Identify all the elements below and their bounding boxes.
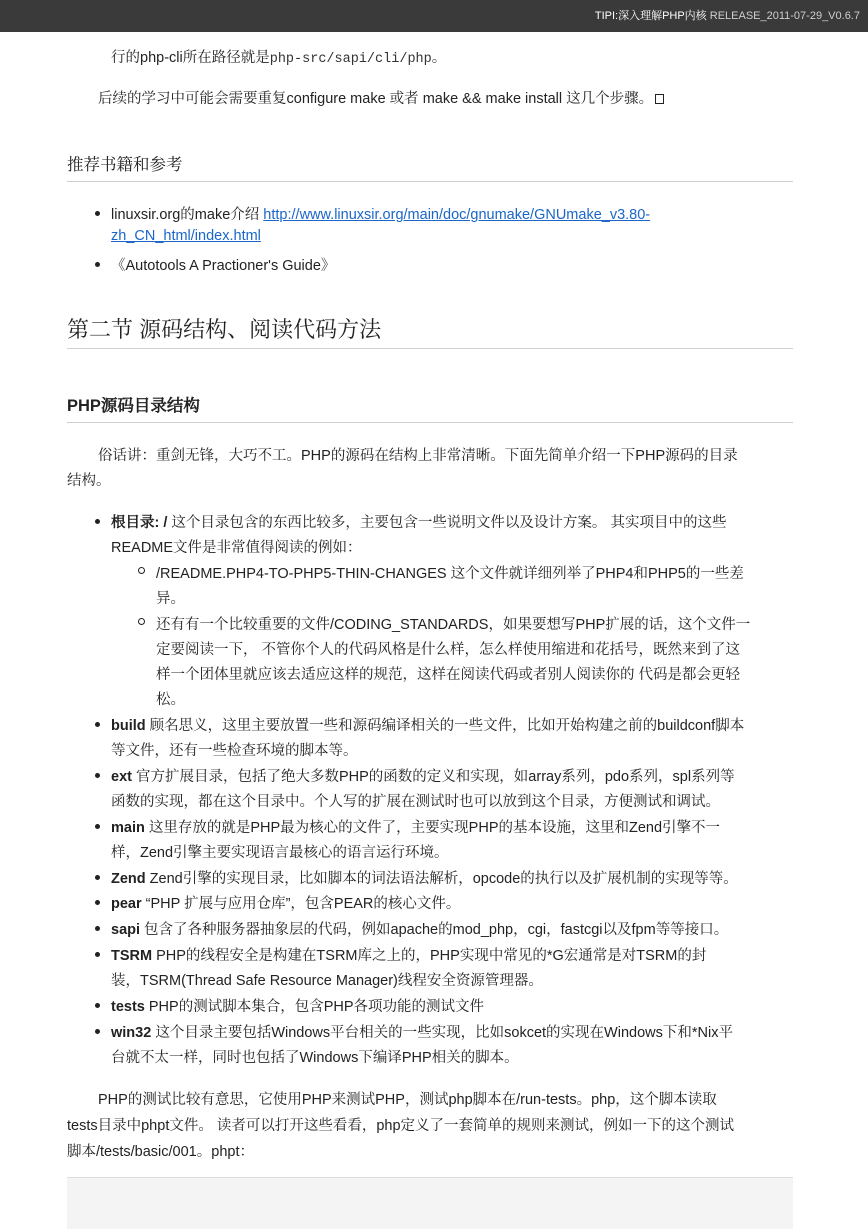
dir-tests-label: tests <box>111 999 145 1015</box>
dir-build <box>111 714 744 735</box>
bullet-icon <box>95 722 100 727</box>
bullet-icon <box>95 952 100 957</box>
intro-line-2 <box>98 87 664 108</box>
dir-main-text: 这里存放的就是PHP最为核心的文件了，主要实现PHP的基本设施，这里和Zend引擎不一 <box>144 820 721 836</box>
closing-line-2: tests目录中phpt文件。 读者可以打开这些看看，php定义了一套简单的规则来测试，例如一下的这个测试 <box>67 1118 735 1134</box>
header-bar <box>0 0 868 32</box>
section-heading: 第二节 源码结构、阅读代码方法 <box>67 317 382 342</box>
bullet-icon <box>95 773 100 778</box>
intro-text: 行的php-cli所在路径就是 <box>111 50 270 66</box>
dir-sapi <box>111 918 728 939</box>
running-title <box>595 7 860 23</box>
dir-root <box>111 511 726 532</box>
readme-item-cont: 异。 <box>156 591 185 607</box>
dir-build-label: build <box>111 718 146 734</box>
bullet-icon <box>95 900 100 905</box>
dir-root-cont: README文件是非常值得阅读的例如： <box>111 540 362 556</box>
readme-item: /README.PHP4-TO-PHP5-THIN-CHANGES 这个文件就详细列举了PHP4和PHP5的一些差 <box>156 566 744 582</box>
coding-standards-cont-2: 样一个团体里就应该去适应这样的规范，这样在阅读代码或者别人阅读你的 代码是都会更轻 <box>156 667 741 683</box>
dir-tsrm-cont: 装，TSRM(Thread Safe Resource Manager)线程安全资源管理器。 <box>111 973 543 989</box>
dir-build-cont: 等文件，还有一些检查环境的脚本等。 <box>111 743 358 759</box>
dir-build-text: 顾名思义，这里主要放置一些和源码编译相关的一些文件，比如开始构建之前的buildconf脚本 <box>145 718 745 734</box>
subsection-heading: PHP源码目录结构 <box>67 397 200 415</box>
dir-tests <box>111 995 484 1016</box>
refs-heading: 推荐书籍和参考 <box>67 156 183 174</box>
dir-tsrm <box>111 944 706 965</box>
bullet-icon <box>95 262 100 267</box>
ref-item-1-cont <box>111 228 261 244</box>
dir-sapi-label: sapi <box>111 922 141 938</box>
dir-ext-cont: 函数的实现，都在这个目录中。个人写的扩展在测试时也可以放到这个目录，方便测试和调试。 <box>111 794 720 810</box>
dir-win32 <box>111 1021 733 1042</box>
dir-ext-label: ext <box>111 769 132 785</box>
bullet-icon <box>95 1003 100 1008</box>
divider <box>67 422 793 423</box>
dir-zend-label: Zend <box>111 871 146 887</box>
dir-main-cont: 样，Zend引擎主要实现语言最核心的语言运行环境。 <box>111 845 449 861</box>
bullet-icon <box>95 875 100 880</box>
book-title: TIPI:深入理解PHP内核 <box>594 10 707 22</box>
intro-end: 。 <box>431 50 447 66</box>
closing-line-3: 脚本/tests/basic/001。phpt： <box>67 1144 254 1160</box>
dir-pear-label: pear <box>111 896 142 912</box>
dir-tsrm-label: TSRM <box>111 948 153 964</box>
bullet-icon <box>95 824 100 829</box>
intro-line-1 <box>111 46 446 67</box>
release-label: RELEASE_2011-07-29_V0.6.7 <box>709 10 860 22</box>
dir-tests-text: PHP的测试脚本集合，包含PHP各项功能的测试文件 <box>144 999 485 1015</box>
section-para-line-2: 结构。 <box>67 473 111 489</box>
bullet-icon <box>95 211 100 216</box>
gnumake-link-cont[interactable]: zh_CN_html/index.html <box>111 228 261 244</box>
intro-code: php-src/sapi/cli/php <box>269 52 432 67</box>
bullet-icon <box>95 926 100 931</box>
dir-main-label: main <box>111 820 145 836</box>
gnumake-link[interactable]: http://www.linuxsir.org/main/doc/gnumake/GNUmake_v3.80- <box>263 207 651 223</box>
coding-standards-item: 还有有一个比较重要的文件/CODING_STANDARDS，如果要想写PHP扩展的话，这个文件一 <box>156 617 751 633</box>
coding-standards-cont-3: 松。 <box>156 692 185 708</box>
dir-win32-text: 这个目录主要包括Windows平台相关的一些实现，比如sokcet的实现在Windows下和*Nix平 <box>151 1025 733 1041</box>
divider <box>67 348 793 349</box>
bullet-icon <box>95 519 100 524</box>
intro-line-2-text: 后续的学习中可能会需要重复configure make 或者 make && make install 这几个步骤。 <box>98 91 654 107</box>
dir-pear <box>111 892 460 913</box>
dir-root-text: 这个目录包含的东西比较多，主要包含一些说明文件以及设计方案。 其实项目中的这些 <box>167 515 727 531</box>
dir-tsrm-text: PHP的线程安全是构建在TSRM库之上的，PHP实现中常见的*G宏通常是对TSRM的封 <box>152 948 707 964</box>
dir-win32-label: win32 <box>111 1025 152 1041</box>
circle-bullet-icon <box>138 567 145 574</box>
ref-item-2: 《Autotools A Practioner's Guide》 <box>111 258 336 274</box>
circle-bullet-icon <box>138 618 145 625</box>
dir-sapi-text: 包含了各种服务器抽象层的代码，例如apache的mod_php，cgi，fastcgi以及fpm等等接口。 <box>140 922 729 938</box>
dir-pear-text: “PHP 扩展与应用仓库”，包含PEAR的核心文件。 <box>141 896 461 912</box>
dir-win32-cont: 台就不太一样，同时也包括了Windows下编译PHP相关的脚本。 <box>111 1050 519 1066</box>
dir-root-label: 根目录: / <box>111 515 168 531</box>
dir-zend-text: Zend引擎的实现目录，比如脚本的词法语法解析，opcode的执行以及扩展机制的实现等等。 <box>145 871 738 887</box>
closing-line-1: PHP的测试比较有意思，它使用PHP来测试PHP，测试php脚本在/run-tests。php，这个脚本读取 <box>98 1092 717 1108</box>
section-para-line-1: 俗话讲：重剑无锋，大巧不工。PHP的源码在结构上非常清晰。下面先简单介绍一下PHP源码的目录 <box>98 448 738 464</box>
divider <box>67 181 793 182</box>
coding-standards-cont-1: 定要阅读一下， 不管你个人的代码风格是什么样，怎么样使用缩进和花括号，既然来到了这 <box>156 642 741 658</box>
ref-item-1-text: linuxsir.org的make介绍 <box>111 207 264 223</box>
dir-main <box>111 816 720 837</box>
end-square-icon <box>655 94 664 104</box>
dir-zend <box>111 867 738 888</box>
code-block <box>67 1177 793 1229</box>
ref-item-1 <box>111 203 650 224</box>
dir-ext <box>111 765 735 786</box>
dir-ext-text: 官方扩展目录，包括了绝大多数PHP的函数的定义和实现，如array系列，pdo系列，spl系列等 <box>131 769 735 785</box>
bullet-icon <box>95 1029 100 1034</box>
